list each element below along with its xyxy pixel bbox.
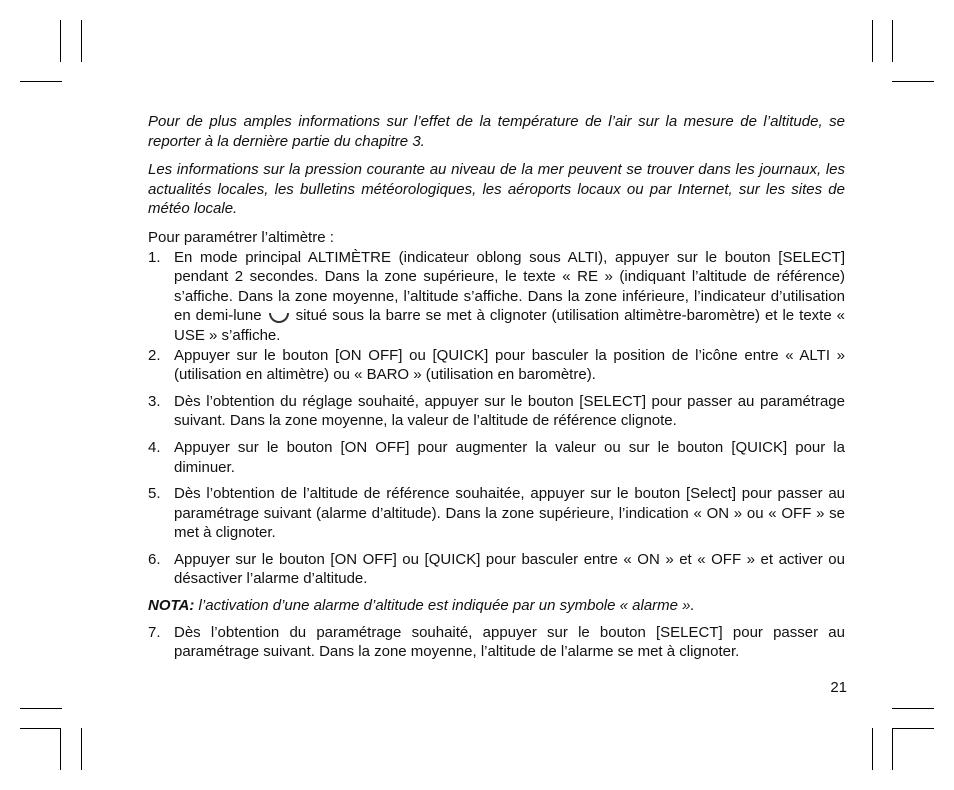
crop-mark xyxy=(20,728,61,729)
step-number: 5. xyxy=(148,485,161,503)
step-1 xyxy=(148,248,845,346)
step-5 xyxy=(148,484,845,543)
step-2 xyxy=(148,346,845,385)
step-text-continued: situé sous la barre se met à clignoter (utilisation altimètre-baromètre) et le texte « USE » s’affiche. xyxy=(174,307,846,344)
step-number: 6. xyxy=(148,550,161,568)
crop-mark xyxy=(81,20,82,62)
step-6 xyxy=(148,550,845,589)
step-number: 4. xyxy=(148,438,161,456)
crop-mark xyxy=(81,728,82,770)
half-moon-indicator-icon xyxy=(269,313,289,323)
page-number: 21 xyxy=(830,679,847,696)
crop-mark xyxy=(872,20,873,62)
step-number: 1. xyxy=(148,248,161,266)
crop-mark xyxy=(892,81,934,82)
crop-mark xyxy=(892,728,934,729)
intro-paragraph-temperature: Pour de plus amples informations sur l’effet de la température de l’air sur la mesure de l’altitude, se reporter à la dernière partie du chapitre 3. xyxy=(148,113,845,150)
crop-mark xyxy=(60,20,61,62)
nota-note xyxy=(148,596,845,616)
step-text: Appuyer sur le bouton [ON OFF] ou [QUICK] pour basculer la position de l’icône entre « ALTI » (utilisation en altimètre) ou « BARO » (utilisation en baromètre). xyxy=(174,346,845,384)
procedure-steps xyxy=(148,248,845,590)
procedure-lead: Pour paramétrer l’altimètre : xyxy=(148,228,334,246)
crop-mark xyxy=(892,708,934,709)
crop-mark xyxy=(892,728,893,770)
step-text: Dès l’obtention du paramétrage souhaité, appuyer sur le bouton [SELECT] pour passer au paramétrage suivant. Dans la zone moyenne, l’altitude de l’alarme se met à clignoter. xyxy=(174,623,845,661)
intro-paragraph-pressure: Les informations sur la pression courante au niveau de la mer peuvent se trouver dans les journaux, les actualités locales, les bulletins météorologiques, les aéroports locaux ou par Internet, sur les sites de météo locale. xyxy=(148,161,845,218)
crop-mark xyxy=(892,20,893,62)
nota-text: l’activation d’une alarme d’altitude est indiquée par un symbole « alarme ». xyxy=(194,597,695,615)
step-number: 2. xyxy=(148,346,161,364)
crop-mark xyxy=(20,81,62,82)
crop-mark xyxy=(872,728,873,770)
step-3 xyxy=(148,392,845,431)
crop-mark xyxy=(60,728,61,770)
step-number: 7. xyxy=(148,623,161,641)
step-7 xyxy=(148,623,845,662)
step-text: Appuyer sur le bouton [ON OFF] pour augmenter la valeur ou sur le bouton [QUICK] pour la diminuer. xyxy=(174,438,845,476)
step-text: Dès l’obtention du réglage souhaité, appuyer sur le bouton [SELECT] pour passer au paramétrage suivant. Dans la zone moyenne, la valeur de l’altitude de référence clignote. xyxy=(174,392,845,430)
procedure-steps-continued xyxy=(148,623,845,662)
step-4 xyxy=(148,438,845,477)
page-content xyxy=(148,112,845,662)
step-text: Appuyer sur le bouton [ON OFF] ou [QUICK] pour basculer entre « ON » et « OFF » et activer ou désactiver l’alarme d’altitude. xyxy=(174,550,845,588)
step-text: En mode principal ALTIMÈTRE (indicateur oblong sous ALTI), appuyer sur le bouton [SELECT] pendant 2 secondes. Dans la zone supérieure, le texte « RE » (indiquant l’altitude de référence) s’affiche. Dans la zone moyenne, l’altitude s’affiche. Dans la zone inférieure, l’indicateur d’utilisation en demi-lune xyxy=(174,248,845,325)
step-number: 3. xyxy=(148,392,161,410)
nota-label: NOTA: xyxy=(148,597,195,615)
step-text: Dès l’obtention de l’altitude de référence souhaitée, appuyer sur le bouton [Select] pour passer au paramétrage suivant (alarme d’altitude). Dans la zone supérieure, l’indication « ON » ou « OFF » se met à clignoter. xyxy=(174,485,845,542)
crop-mark xyxy=(20,708,62,709)
